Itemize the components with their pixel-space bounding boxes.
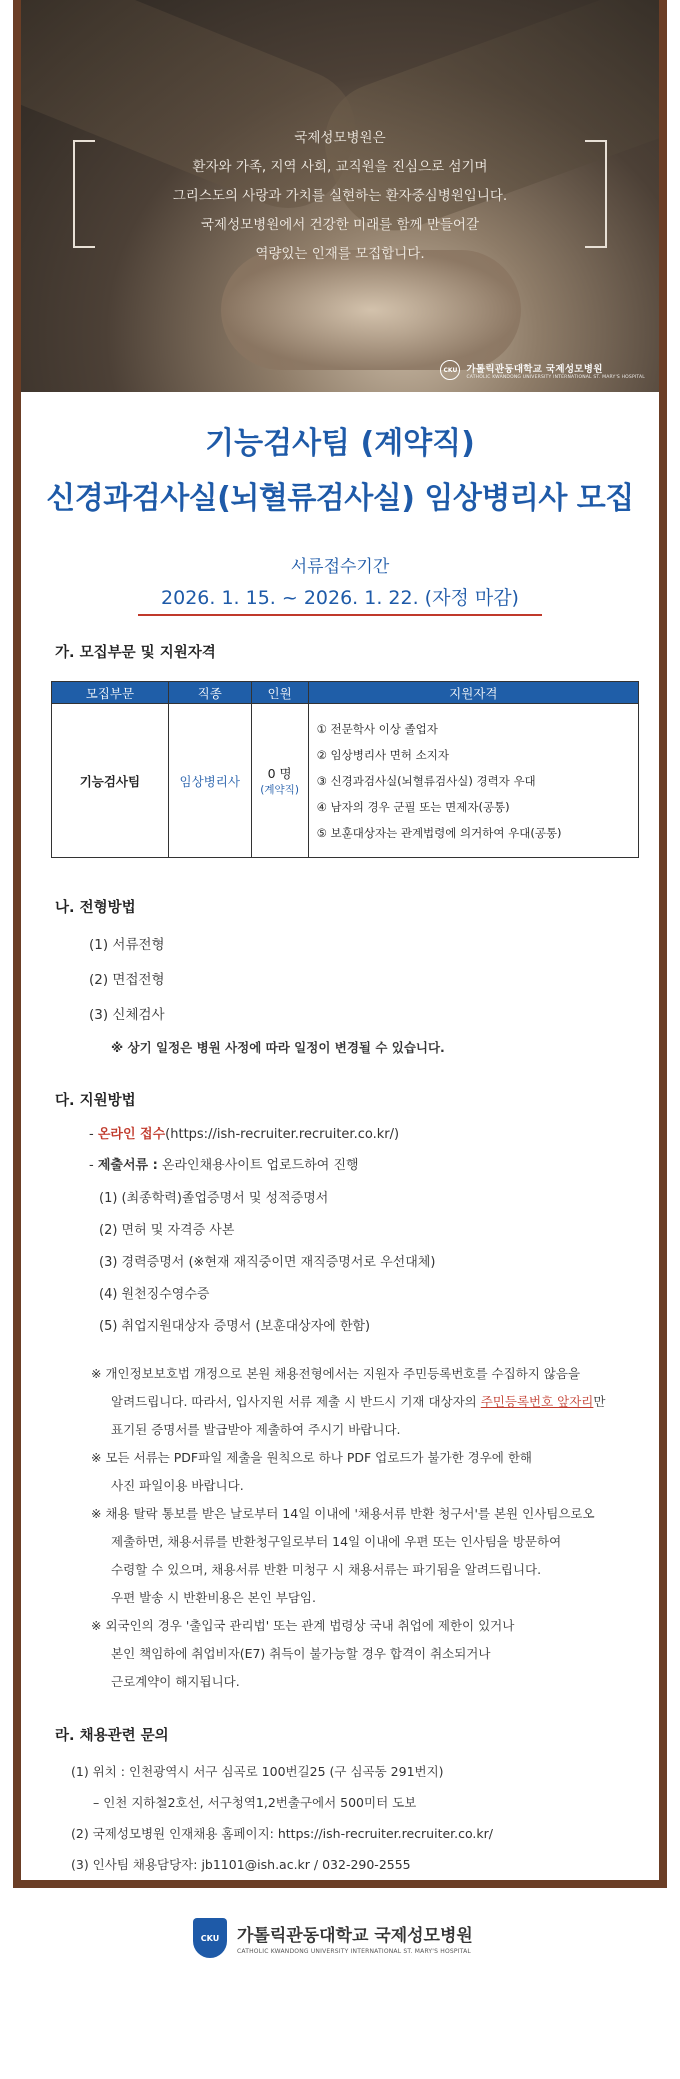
bullet: - [89, 1158, 98, 1173]
notice-line: 근로계약이 해지됩니다. [111, 1674, 240, 1689]
selection-step: (1) 서류전형 [89, 937, 165, 953]
hero-line: 국제성모병원은 [294, 130, 386, 146]
notice-line: ※ 외국인의 경우 '출입국 관리법' 또는 관계 법령상 국내 취업에 제한이 있거나 [91, 1618, 515, 1633]
table-row [52, 704, 639, 858]
qualifications-cell [308, 704, 638, 858]
online-apply-link[interactable]: (https://ish-recruiter.recruiter.co.kr/) [165, 1127, 400, 1142]
documents-line [89, 1154, 359, 1173]
cku-shield-icon: CKU [193, 1918, 227, 1958]
application-period-dates: 2026. 1. 15. ~ 2026. 1. 22. (자정 마감) [161, 587, 519, 609]
notice-line: 수령할 수 있으며, 채용서류 반환 미청구 시 채용서류는 파기됨을 알려드립니다. [111, 1562, 542, 1577]
schedule-note: ※ 상기 일정은 병원 사정에 따라 일정이 변경될 수 있습니다. [111, 1040, 445, 1055]
count-cell [251, 704, 308, 858]
application-period-label: 서류접수기간 [290, 557, 390, 577]
dept-cell: 기능검사팀 [52, 704, 169, 858]
logo-subtitle: CATHOLIC KWANDONG UNIVERSITY INTERNATIONAL ST. MARY'S HOSPITAL [466, 374, 645, 380]
online-apply-line [89, 1123, 399, 1142]
cku-seal-icon: CKU [440, 360, 460, 380]
notice-line: 사진 파일이용 바랍니다. [111, 1478, 244, 1493]
online-apply-label: 온라인 접수 [97, 1127, 166, 1142]
hero-line: 그리스도의 사랑과 가치를 실현하는 환자중심병원입니다. [172, 188, 508, 204]
notice-line [111, 1388, 605, 1416]
notice-line: 우편 발송 시 반환비용은 본인 부담임. [111, 1590, 316, 1605]
footer-subtitle: CATHOLIC KWANDONG UNIVERSITY INTERNATIONAL ST. MARY'S HOSPITAL [237, 1948, 471, 1955]
qualification-item: ④ 남자의 경우 군필 또는 면제자(공통) [316, 799, 510, 814]
qualification-item: ② 임상병리사 면허 소지자 [316, 747, 449, 762]
qualification-item: ① 전문학사 이상 졸업자 [316, 721, 438, 736]
hero-banner [21, 0, 659, 392]
page-subtitle: 신경과검사실(뇌혈류검사실) 임상병리사 모집 [46, 481, 634, 516]
notice-text: 만 [593, 1394, 606, 1409]
right-bracket-ornament [585, 140, 607, 248]
section-c-heading: 다. 지원방법 [55, 1093, 136, 1109]
documents-text: 온라인채용사이트 업로드하여 진행 [157, 1158, 359, 1173]
selection-step: (3) 신체검사 [89, 1007, 165, 1023]
column-header: 모집부문 [52, 682, 169, 704]
contact-homepage[interactable]: (2) 국제성모병원 인재채용 홈페이지: https://ish-recruiter.recruiter.co.kr/ [71, 1826, 493, 1841]
qualification-item: ⑤ 보훈대상자는 관계법령에 의거하여 우대(공통) [316, 825, 562, 840]
table-header-row [52, 682, 639, 704]
bullet: - [89, 1127, 98, 1142]
hero-message [101, 124, 579, 269]
job-cell: 임상병리사 [168, 704, 251, 858]
poster-frame [13, 0, 667, 1888]
footer-logo [193, 1918, 473, 1958]
footer-name: 가톨릭관동대학교 국제성모병원 [237, 1926, 473, 1946]
document-item: (4) 원천징수영수증 [99, 1287, 210, 1302]
contact-location: (1) 위치 : 인천광역시 서구 심곡로 100번길25 (구 심곡동 291번지) [71, 1764, 444, 1779]
count-note: (계약직) [260, 784, 299, 796]
left-bracket-ornament [73, 140, 95, 248]
document-item: (5) 취업지원대상자 증명서 (보훈대상자에 한함) [99, 1319, 371, 1334]
section-b-heading: 나. 전형방법 [55, 900, 136, 916]
notice-line: 본인 책임하에 취업비자(E7) 취득이 불가능할 경우 합격이 취소되거나 [111, 1646, 491, 1661]
period-underline [138, 614, 542, 616]
hospital-logo [440, 360, 645, 380]
page-title: 기능검사팀 (계약직) [205, 426, 475, 461]
document-item: (1) (최종학력)졸업증명서 및 성적증명서 [99, 1191, 329, 1206]
hero-line: 국제성모병원에서 건강한 미래를 함께 만들어갈 [201, 217, 479, 233]
notice-line: 제출하면, 채용서류를 반환청구일로부터 14일 이내에 우편 또는 인사팀을 방문하여 [111, 1534, 562, 1549]
notice-line: 표기된 증명서를 발급받아 제출하여 주시기 바랍니다. [111, 1422, 401, 1437]
recruitment-table [51, 681, 639, 858]
count-value: 0 명 [267, 766, 292, 781]
hero-line: 환자와 가족, 지역 사회, 교직원을 진심으로 섬기며 [192, 159, 488, 175]
selection-step: (2) 면접전형 [89, 972, 165, 988]
notice-line: ※ 개인정보보호법 개정으로 본원 채용전형에서는 지원자 주민등록번호를 수집하지 않음을 [91, 1366, 581, 1381]
contact-directions: – 인천 지하철2호선, 서구청역1,2번출구에서 500미터 도보 [93, 1795, 417, 1810]
notice-text: 알려드립니다. 따라서, 입사지원 서류 제출 시 반드시 기재 대상자의 [111, 1394, 481, 1409]
resident-number-highlight: 주민등록번호 앞자리 [480, 1394, 594, 1409]
column-header: 지원자격 [308, 682, 638, 704]
column-header: 인원 [251, 682, 308, 704]
qualification-item: ③ 신경과검사실(뇌혈류검사실) 경력자 우대 [316, 773, 536, 788]
contact-hr[interactable]: (3) 인사팀 채용담당자: jb1101@ish.ac.kr / 032-290-2555 [71, 1857, 411, 1872]
document-item: (2) 면허 및 자격증 사본 [99, 1223, 235, 1238]
document-item: (3) 경력증명서 (※현재 재직중이면 재직증명서로 우선대체) [99, 1255, 436, 1270]
notice-line: ※ 모든 서류는 PDF파일 제출을 원칙으로 하나 PDF 업로드가 불가한 경우에 한해 [91, 1450, 532, 1465]
notice-line: ※ 채용 탈락 통보를 받은 날로부터 14일 이내에 '채용서류 반환 청구서'를 본원 인사팀으로오 [91, 1506, 595, 1521]
section-a-heading: 가. 모집부문 및 지원자격 [55, 645, 216, 661]
section-d-heading: 라. 채용관련 문의 [55, 1728, 169, 1744]
column-header: 직종 [168, 682, 251, 704]
documents-label: 제출서류 : [97, 1158, 158, 1173]
hero-line: 역량있는 인재를 모집합니다. [255, 246, 425, 262]
logo-name: 가톨릭관동대학교 국제성모병원 [466, 363, 603, 375]
